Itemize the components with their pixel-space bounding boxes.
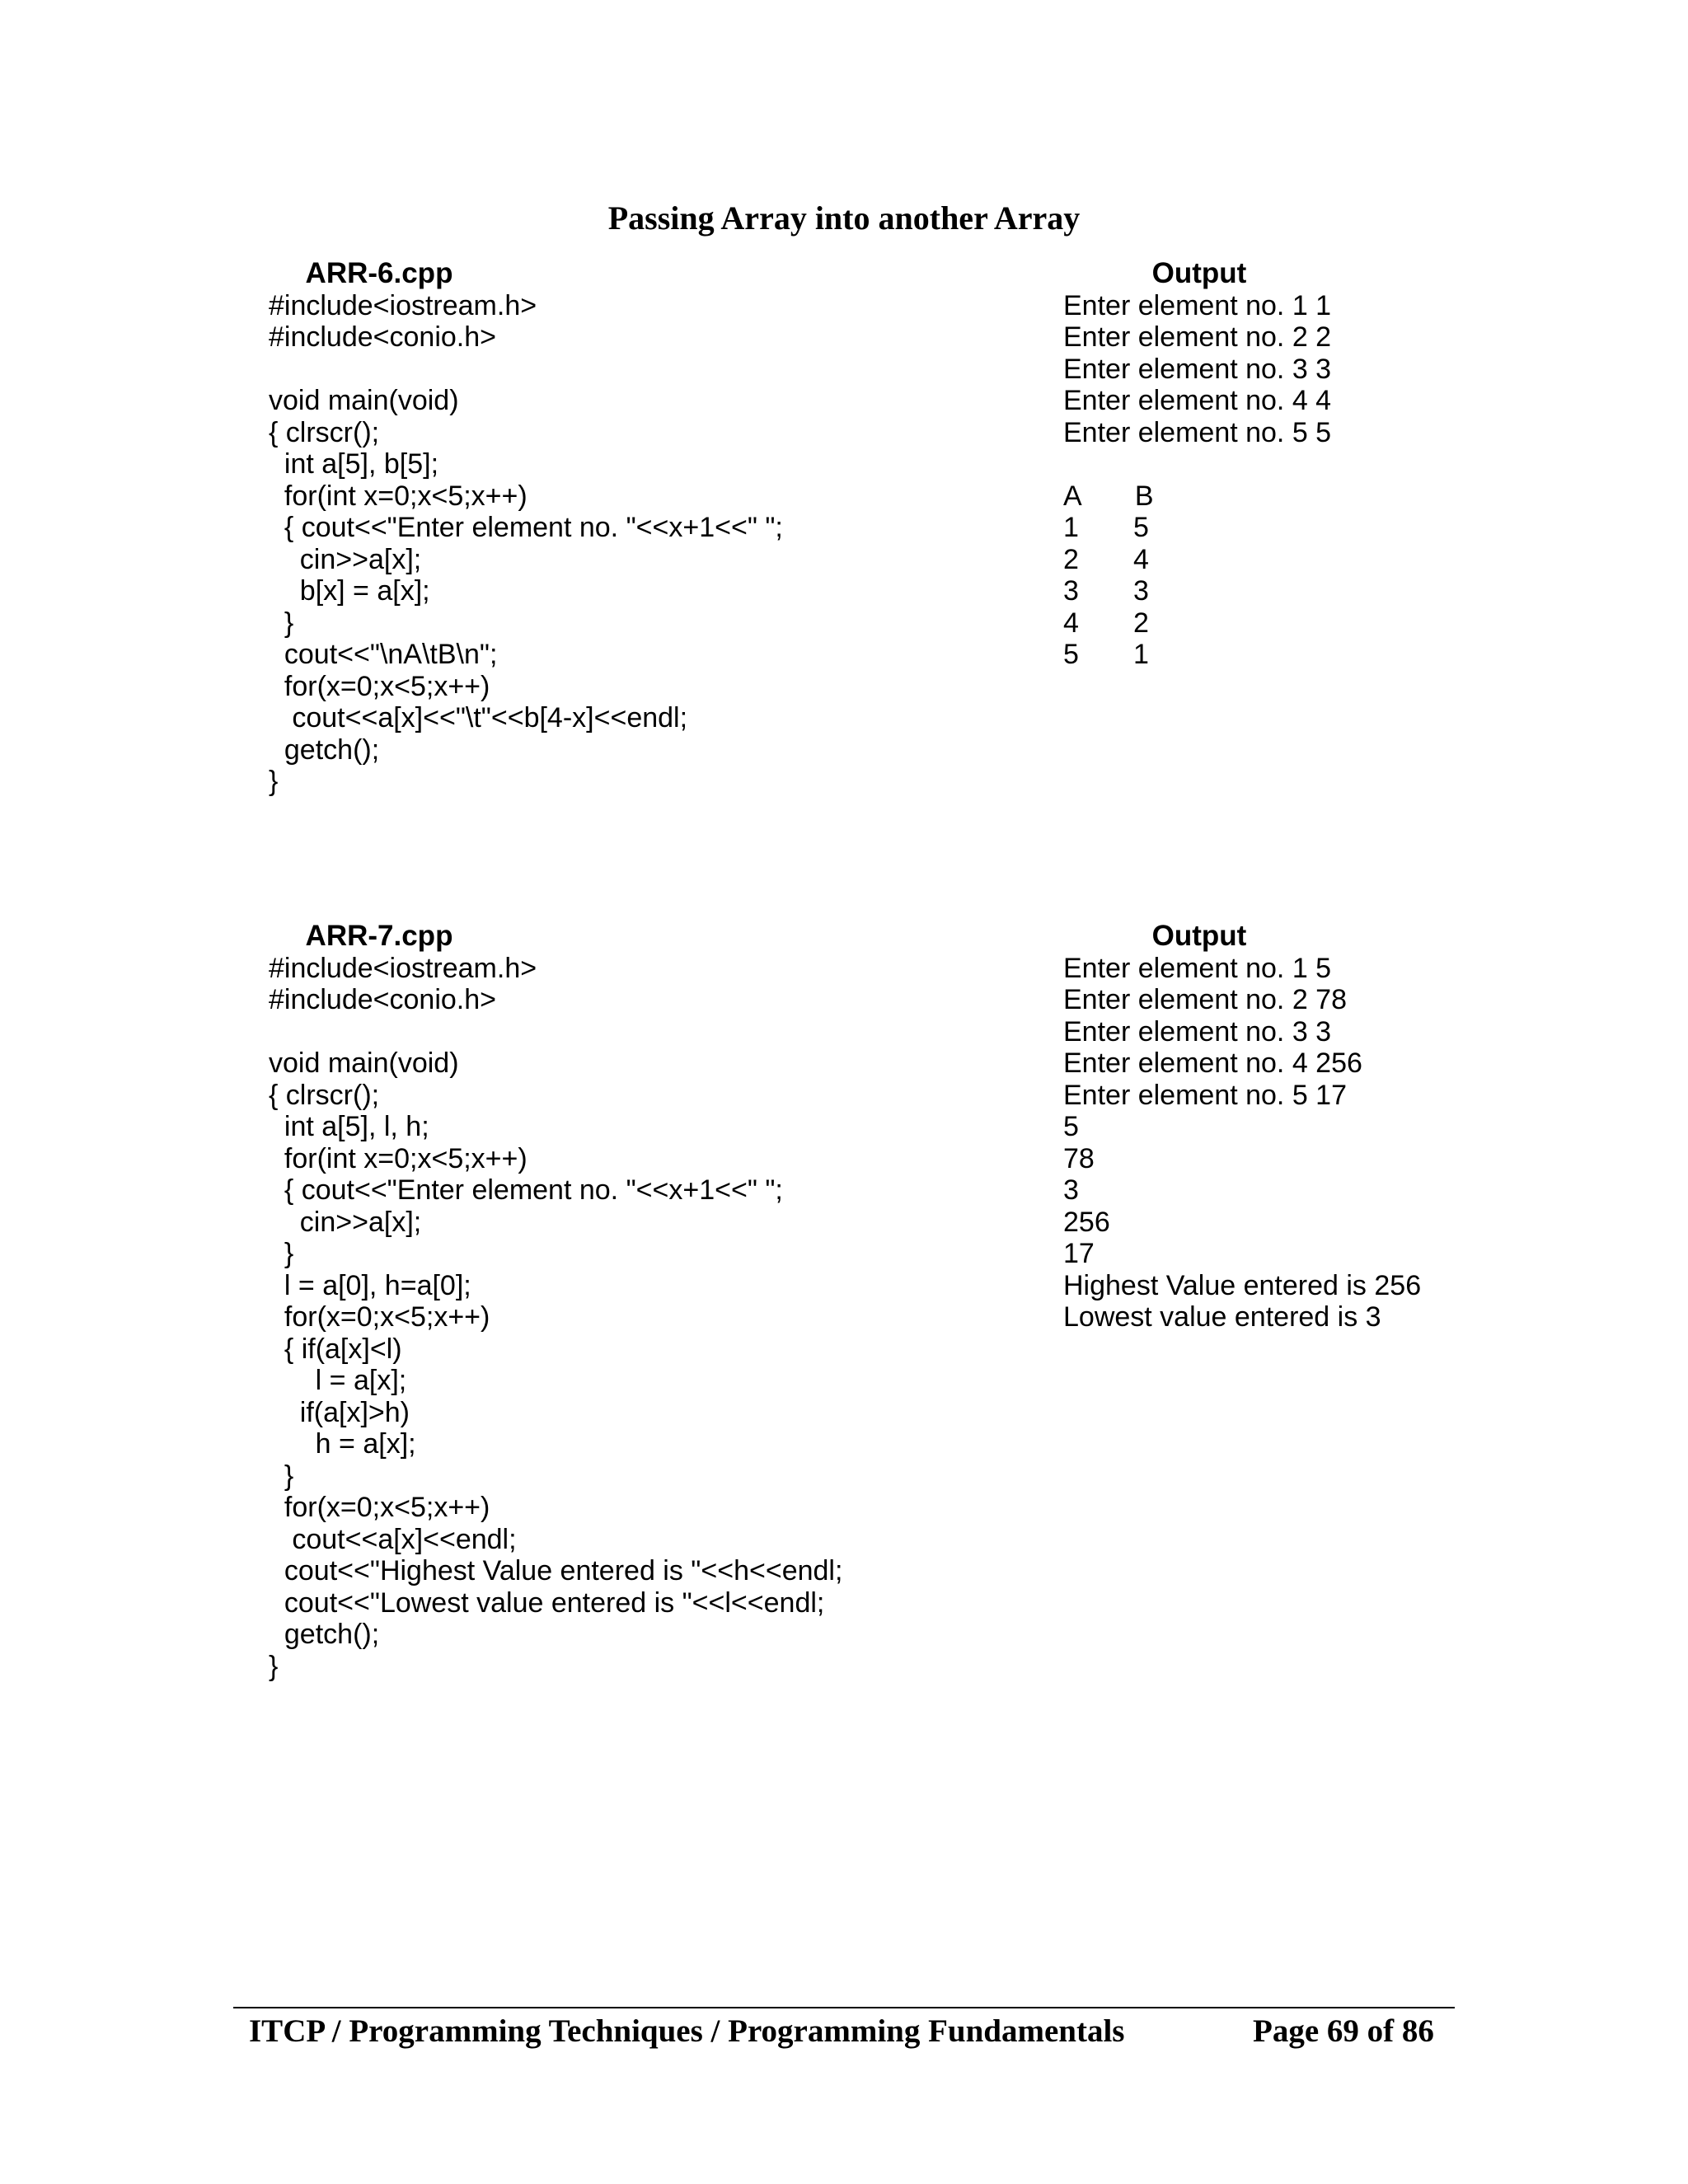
- code-line: void main(void): [269, 385, 459, 416]
- output-line: Enter element no. 1 1: [1063, 289, 1332, 321]
- code-line: #include<iostream.h>: [269, 289, 537, 321]
- output-line: 1 5: [1063, 512, 1149, 543]
- output-line: A B: [1063, 480, 1154, 512]
- output-line: Enter element no. 1 5: [1063, 952, 1332, 984]
- output-line: Enter element no. 2 78: [1063, 984, 1348, 1015]
- code-listing: [269, 290, 783, 798]
- code-line: { cout<<"Enter element no. "<<x+1<<" ";: [269, 1174, 783, 1206]
- output-line: Enter element no. 3 3: [1063, 353, 1332, 385]
- code-line: cout<<a[x]<<endl;: [269, 1523, 517, 1555]
- output-line: 3 3: [1063, 575, 1149, 607]
- code-line: h = a[x];: [269, 1428, 416, 1460]
- code-line: cout<<"Highest Value entered is "<<h<<endl;: [269, 1555, 843, 1586]
- output-listing: [1063, 290, 1331, 671]
- output-title: Output: [1151, 920, 1247, 952]
- code-line: }: [269, 1650, 279, 1682]
- code-line: cin>>a[x];: [269, 543, 422, 575]
- output-title: Output: [1151, 257, 1247, 289]
- output-line: 17: [1063, 1238, 1095, 1269]
- output-line: Enter element no. 5 17: [1063, 1079, 1348, 1111]
- code-line: [269, 354, 783, 386]
- code-line: cout<<"\nA\tB\n";: [269, 639, 498, 670]
- code-line: b[x] = a[x];: [269, 575, 430, 607]
- code-line: l = a[0], h=a[0];: [269, 1269, 471, 1301]
- code-title: ARR-6.cpp: [305, 257, 453, 289]
- output-line: Enter element no. 5 5: [1063, 416, 1332, 448]
- output-line: 256: [1063, 1206, 1110, 1238]
- code-line: cin>>a[x];: [269, 1206, 422, 1238]
- code-title: ARR-7.cpp: [305, 920, 453, 952]
- code-line: { cout<<"Enter element no. "<<x+1<<" ";: [269, 512, 783, 543]
- output-line: 5: [1063, 1111, 1079, 1142]
- code-line: for(int x=0;x<5;x++): [269, 480, 528, 512]
- output-line: [1063, 448, 1331, 480]
- code-line: void main(void): [269, 1047, 459, 1079]
- code-line: getch();: [269, 733, 380, 766]
- code-line: #include<conio.h>: [269, 321, 497, 353]
- code-line: for(x=0;x<5;x++): [269, 670, 490, 702]
- output-line: 5 1: [1063, 639, 1149, 670]
- output-line: Enter element no. 4 256: [1063, 1047, 1362, 1079]
- output-line: 4 2: [1063, 607, 1149, 639]
- output-line: 2 4: [1063, 543, 1149, 575]
- code-line: }: [269, 607, 294, 639]
- footer-course-title: ITCP / Programming Techniques / Programming Fundamentals: [249, 2013, 1125, 2049]
- code-line: int a[5], l, h;: [269, 1111, 429, 1142]
- code-line: }: [269, 1238, 294, 1269]
- code-line: #include<iostream.h>: [269, 952, 537, 984]
- output-line: 3: [1063, 1174, 1079, 1206]
- footer-page-number: Page 69 of 86: [1253, 2013, 1434, 2049]
- code-line: l = a[x];: [269, 1365, 407, 1396]
- code-line: [269, 1016, 842, 1048]
- output-line: 78: [1063, 1142, 1095, 1174]
- code-line: getch();: [269, 1619, 380, 1650]
- output-line: Highest Value entered is 256: [1063, 1269, 1422, 1301]
- code-line: { clrscr();: [269, 1079, 380, 1111]
- code-listing: [269, 953, 842, 1683]
- output-line: Enter element no. 2 2: [1063, 321, 1332, 353]
- code-line: #include<conio.h>: [269, 984, 497, 1015]
- code-line: int a[5], b[5];: [269, 448, 439, 480]
- output-listing: [1063, 953, 1421, 1333]
- page-title: Passing Array into another Array: [607, 199, 1081, 237]
- code-line: for(x=0;x<5;x++): [269, 1301, 490, 1333]
- code-line: for(x=0;x<5;x++): [269, 1492, 490, 1523]
- code-line: }: [269, 1460, 294, 1492]
- code-line: cout<<"Lowest value entered is "<<l<<endl;: [269, 1586, 825, 1619]
- footer-divider: [233, 2007, 1455, 2008]
- output-line: Enter element no. 3 3: [1063, 1015, 1332, 1047]
- code-line: { clrscr();: [269, 416, 380, 448]
- code-line: if(a[x]>h): [269, 1396, 410, 1428]
- code-line: }: [269, 766, 279, 797]
- code-line: cout<<a[x]<<"\t"<<b[4-x]<<endl;: [269, 702, 688, 733]
- output-line: Enter element no. 4 4: [1063, 385, 1332, 416]
- code-line: { if(a[x]<l): [269, 1333, 402, 1365]
- output-line: Lowest value entered is 3: [1063, 1301, 1381, 1333]
- code-line: for(int x=0;x<5;x++): [269, 1142, 528, 1174]
